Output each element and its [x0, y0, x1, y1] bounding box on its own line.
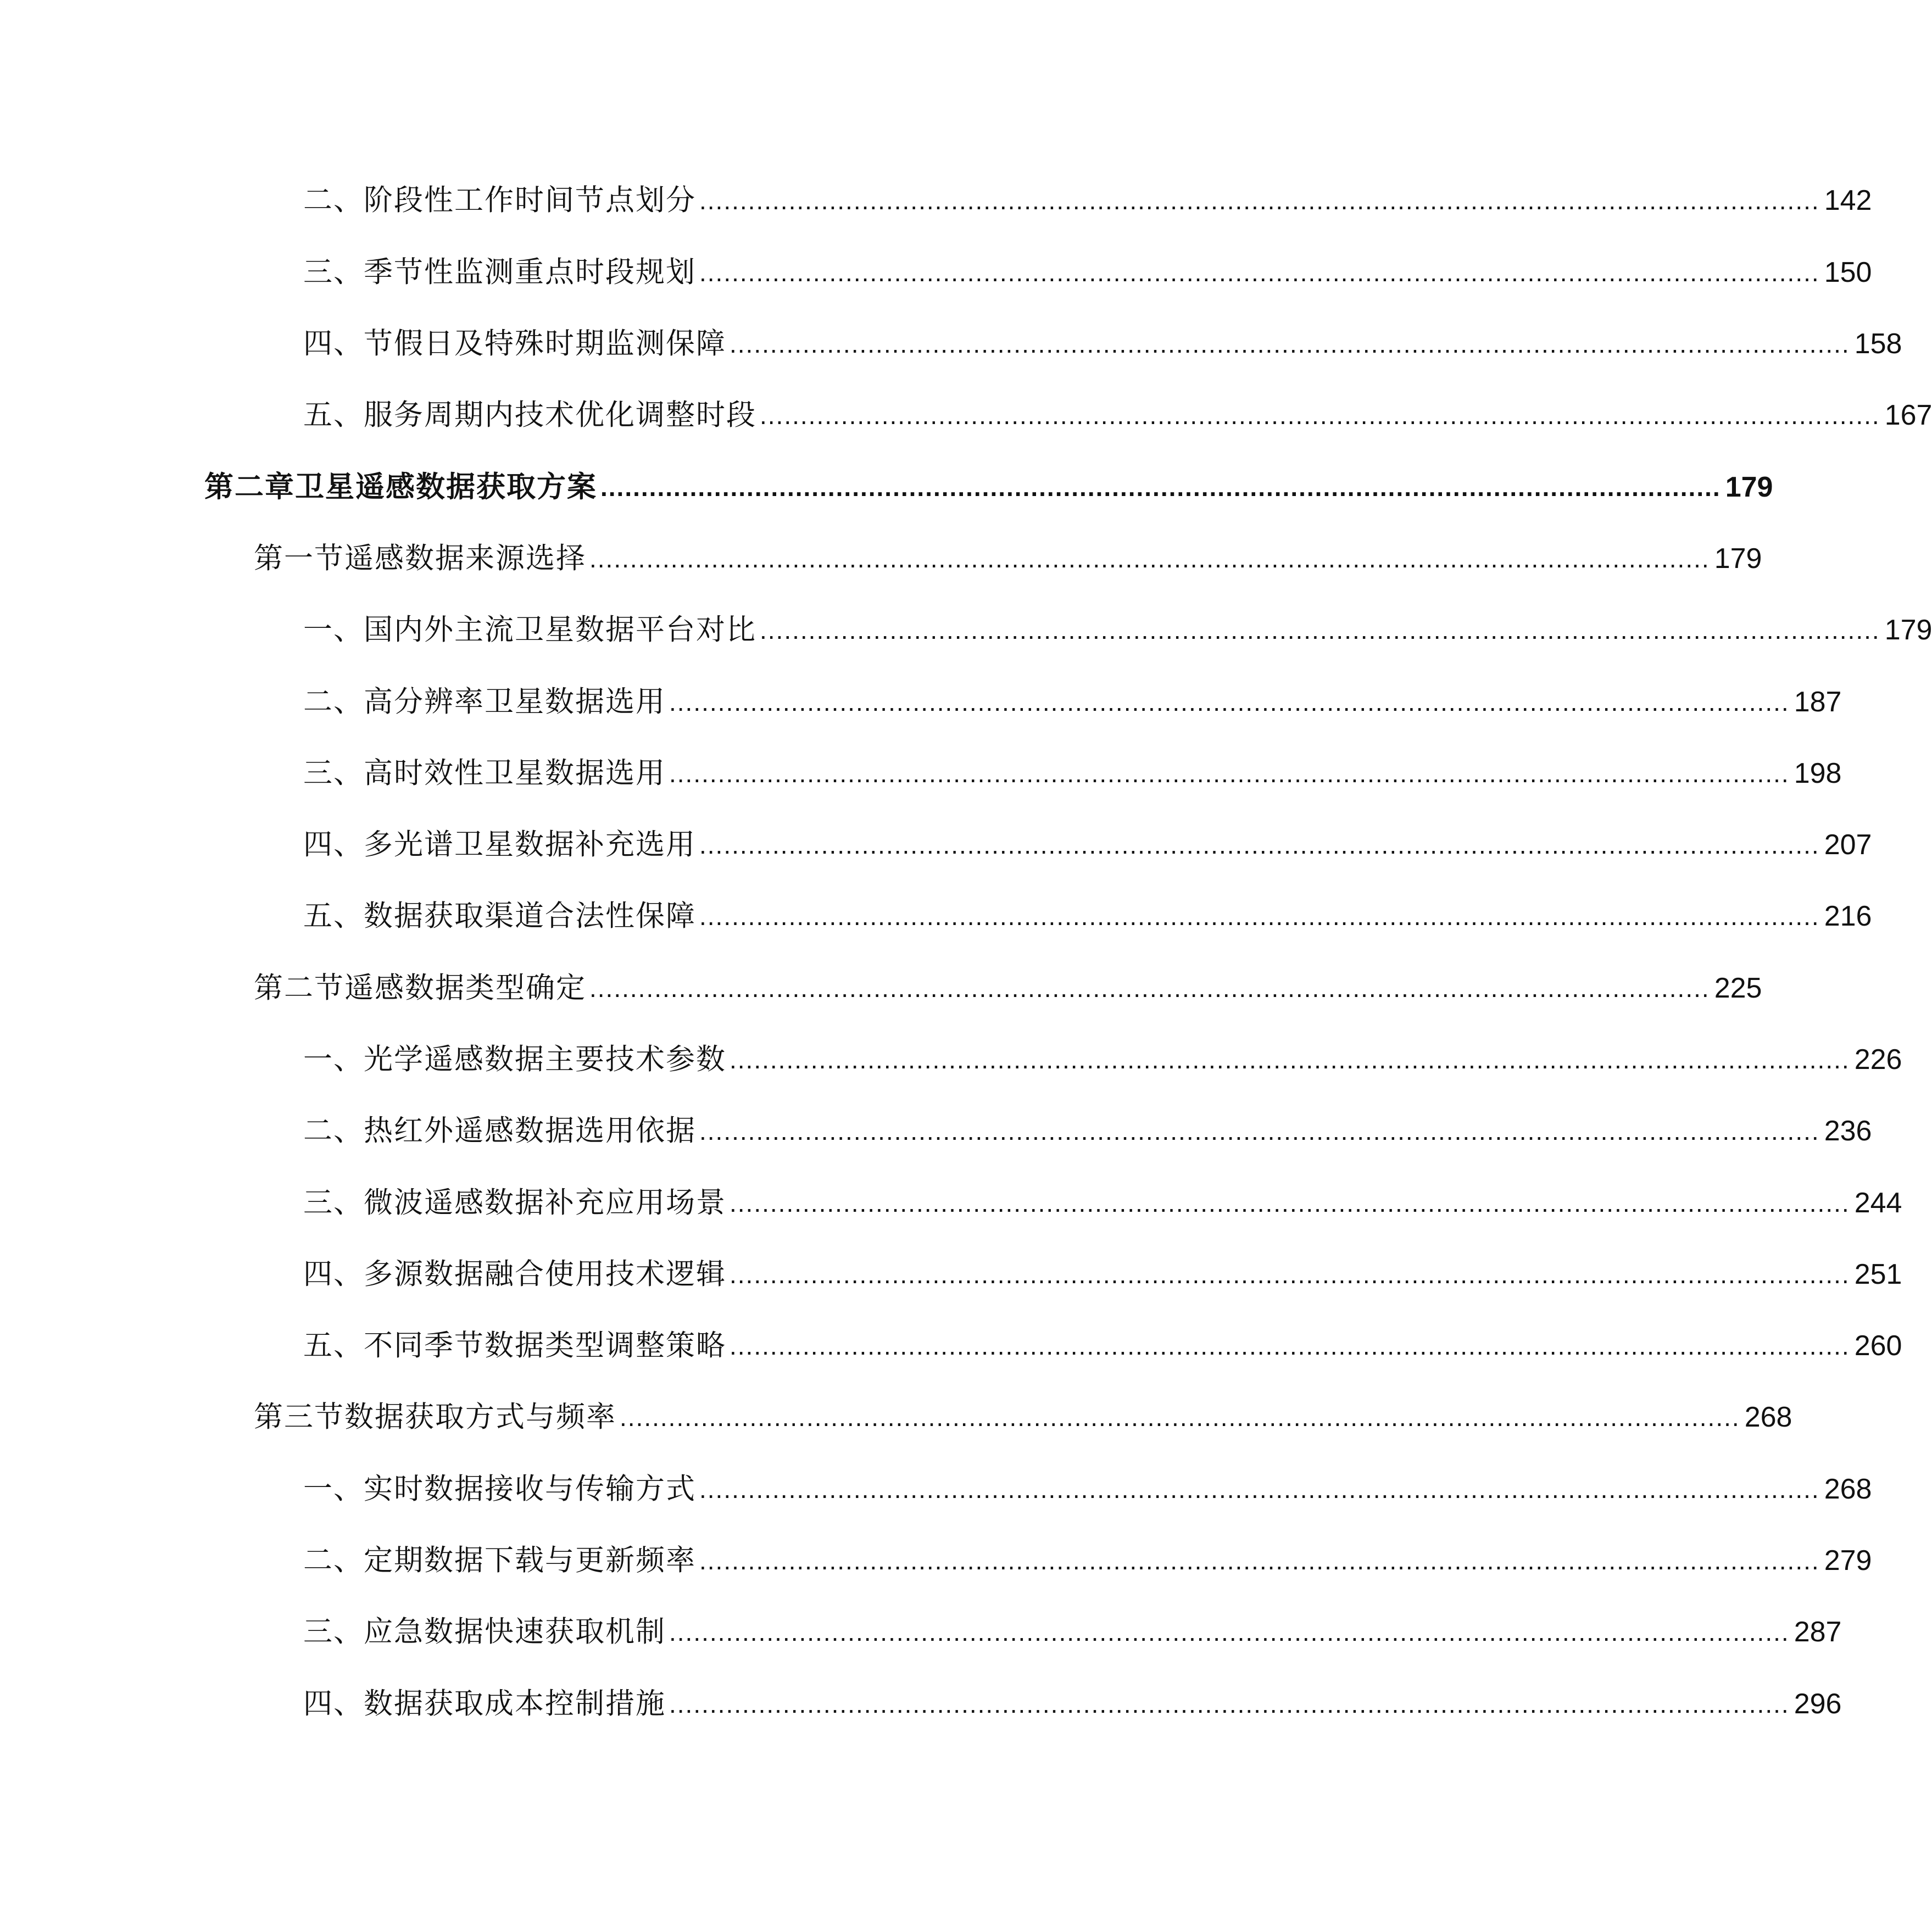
- toc-entry-title: 一、实时数据接收与传输方式: [303, 1472, 696, 1506]
- toc-entry[interactable]: [303, 322, 1902, 366]
- toc-entry-title: 四、多光谱卫星数据补充选用: [303, 828, 696, 861]
- toc-entry-title: 三、高时效性卫星数据选用: [303, 756, 666, 790]
- toc-page-number: 179: [1884, 614, 1932, 646]
- toc-page-number: 279: [1824, 1545, 1872, 1577]
- toc-entry[interactable]: [303, 1038, 1902, 1082]
- toc-page-number: 268: [1824, 1473, 1872, 1505]
- toc-dot-leader: ..........................................................................................................................................: [699, 186, 1820, 215]
- toc-page-number: 260: [1854, 1330, 1902, 1362]
- toc-section-entry[interactable]: [254, 966, 1762, 1010]
- toc-entry-title: 第二章卫星遥感数据获取方案: [204, 470, 597, 504]
- toc-page-number: 244: [1854, 1187, 1902, 1219]
- toc-page-number: 226: [1854, 1044, 1902, 1076]
- toc-entry[interactable]: [303, 1610, 1842, 1654]
- toc-entry-title: 一、光学遥感数据主要技术参数: [303, 1043, 726, 1076]
- toc-entry-title: 四、多源数据融合使用技术逻辑: [303, 1257, 726, 1291]
- toc-dot-leader: ..........................................................................................................................................: [669, 759, 1790, 788]
- toc-entry-title: 四、节假日及特殊时期监测保障: [303, 327, 726, 360]
- toc-dot-leader: ..........................................................................................................................................: [589, 974, 1710, 1003]
- toc-page-number: 287: [1794, 1616, 1842, 1648]
- toc-page-number: 296: [1794, 1688, 1842, 1720]
- toc-dot-leader: ..........................................................................................................................................: [730, 1260, 1850, 1289]
- toc-entry[interactable]: [303, 179, 1872, 222]
- toc-entry[interactable]: [303, 1109, 1872, 1153]
- toc-page-number: 179: [1725, 471, 1773, 503]
- toc-page-number: 187: [1794, 686, 1842, 718]
- toc-dot-leader: ..........................................................................................................................................: [620, 1403, 1740, 1432]
- toc-dot-leader: ..........................................................................................................................................: [699, 1117, 1820, 1145]
- toc-dot-leader: ..........................................................................................................................................: [730, 330, 1850, 358]
- toc-dot-leader: ..........................................................................................................................................: [669, 1618, 1790, 1646]
- toc-page-number: 225: [1714, 972, 1762, 1004]
- toc-entry[interactable]: [303, 608, 1932, 652]
- toc-dot-leader: ..........................................................................................................................................: [760, 401, 1880, 430]
- toc-page-number: 179: [1714, 543, 1762, 575]
- toc-dot-leader: ..........................................................................................................................................: [730, 1332, 1850, 1360]
- toc-entry[interactable]: [303, 751, 1842, 795]
- toc-entry-title: 第三节数据获取方式与频率: [254, 1400, 616, 1434]
- toc-entry[interactable]: [303, 680, 1842, 724]
- toc-page-number: 268: [1744, 1401, 1792, 1433]
- toc-dot-leader: ..........................................................................................................................................: [699, 902, 1820, 931]
- toc-entry-title: 四、数据获取成本控制措施: [303, 1687, 666, 1720]
- toc-page-number: 236: [1824, 1115, 1872, 1147]
- toc-entry-title: 第一节遥感数据来源选择: [254, 542, 586, 575]
- toc-dot-leader: ..........................................................................................................................................: [699, 1546, 1820, 1575]
- toc-entry-title: 五、数据获取渠道合法性保障: [303, 899, 696, 933]
- toc-entry[interactable]: [303, 250, 1872, 294]
- toc-entry-title: 第二节遥感数据类型确定: [254, 971, 586, 1005]
- toc-dot-leader: ..........................................................................................................................................: [699, 258, 1820, 287]
- toc-entry-title: 五、不同季节数据类型调整策略: [303, 1329, 726, 1362]
- toc-dot-leader: ..........................................................................................................................................: [589, 544, 1710, 573]
- toc-entry-title: 二、热红外遥感数据选用依据: [303, 1114, 696, 1148]
- toc-page-number: 216: [1824, 900, 1872, 932]
- toc-dot-leader: ..........................................................................................................................................: [730, 1189, 1850, 1217]
- toc-page-number: 142: [1824, 185, 1872, 216]
- toc-page-number: 207: [1824, 829, 1872, 861]
- toc-dot-leader: ..........................................................................................................................................: [669, 1690, 1790, 1718]
- toc-entry-title: 一、国内外主流卫星数据平台对比: [303, 613, 756, 647]
- toc-entry-title: 三、微波遥感数据补充应用场景: [303, 1186, 726, 1219]
- toc-entry-title: 三、应急数据快速获取机制: [303, 1615, 666, 1648]
- toc-chapter-entry[interactable]: [204, 465, 1773, 509]
- toc-page-number: 158: [1854, 328, 1902, 360]
- toc-entry[interactable]: [303, 1324, 1902, 1368]
- toc-entry[interactable]: [303, 393, 1932, 437]
- toc-dot-leader: ..........................................................................................................................................: [699, 831, 1820, 859]
- toc-entry[interactable]: [303, 1252, 1902, 1296]
- toc-section-entry[interactable]: [254, 537, 1762, 581]
- toc-entry[interactable]: [303, 894, 1872, 938]
- toc-dot-leader: ..........................................................................................................................................: [699, 1475, 1820, 1503]
- toc-dot-leader: ..........................................................................................................................................: [760, 616, 1880, 644]
- toc-entry[interactable]: [303, 1181, 1902, 1225]
- toc-entry-title: 三、季节性监测重点时段规划: [303, 255, 696, 289]
- toc-dot-leader: ..........................................................................................................................................: [669, 688, 1790, 716]
- toc-entry[interactable]: [303, 1539, 1872, 1583]
- toc-entry-title: 二、高分辨率卫星数据选用: [303, 685, 666, 719]
- toc-entry-title: 二、阶段性工作时间节点划分: [303, 183, 696, 217]
- toc-page-number: 150: [1824, 257, 1872, 288]
- toc-entry[interactable]: [303, 1467, 1872, 1511]
- toc-page-number: 167: [1884, 399, 1932, 431]
- toc-page-number: 198: [1794, 758, 1842, 789]
- toc-dot-leader: ..........................................................................................................................................: [730, 1045, 1850, 1074]
- toc-entry-title: 二、定期数据下载与更新频率: [303, 1544, 696, 1577]
- toc-section-entry[interactable]: [254, 1395, 1792, 1439]
- toc-page-number: 251: [1854, 1258, 1902, 1290]
- toc-entry-title: 五、服务周期内技术优化调整时段: [303, 398, 756, 432]
- toc-dot-leader: ..........................................................................................................................................: [600, 473, 1721, 502]
- toc-entry[interactable]: [303, 1682, 1842, 1726]
- toc-entry[interactable]: [303, 823, 1872, 867]
